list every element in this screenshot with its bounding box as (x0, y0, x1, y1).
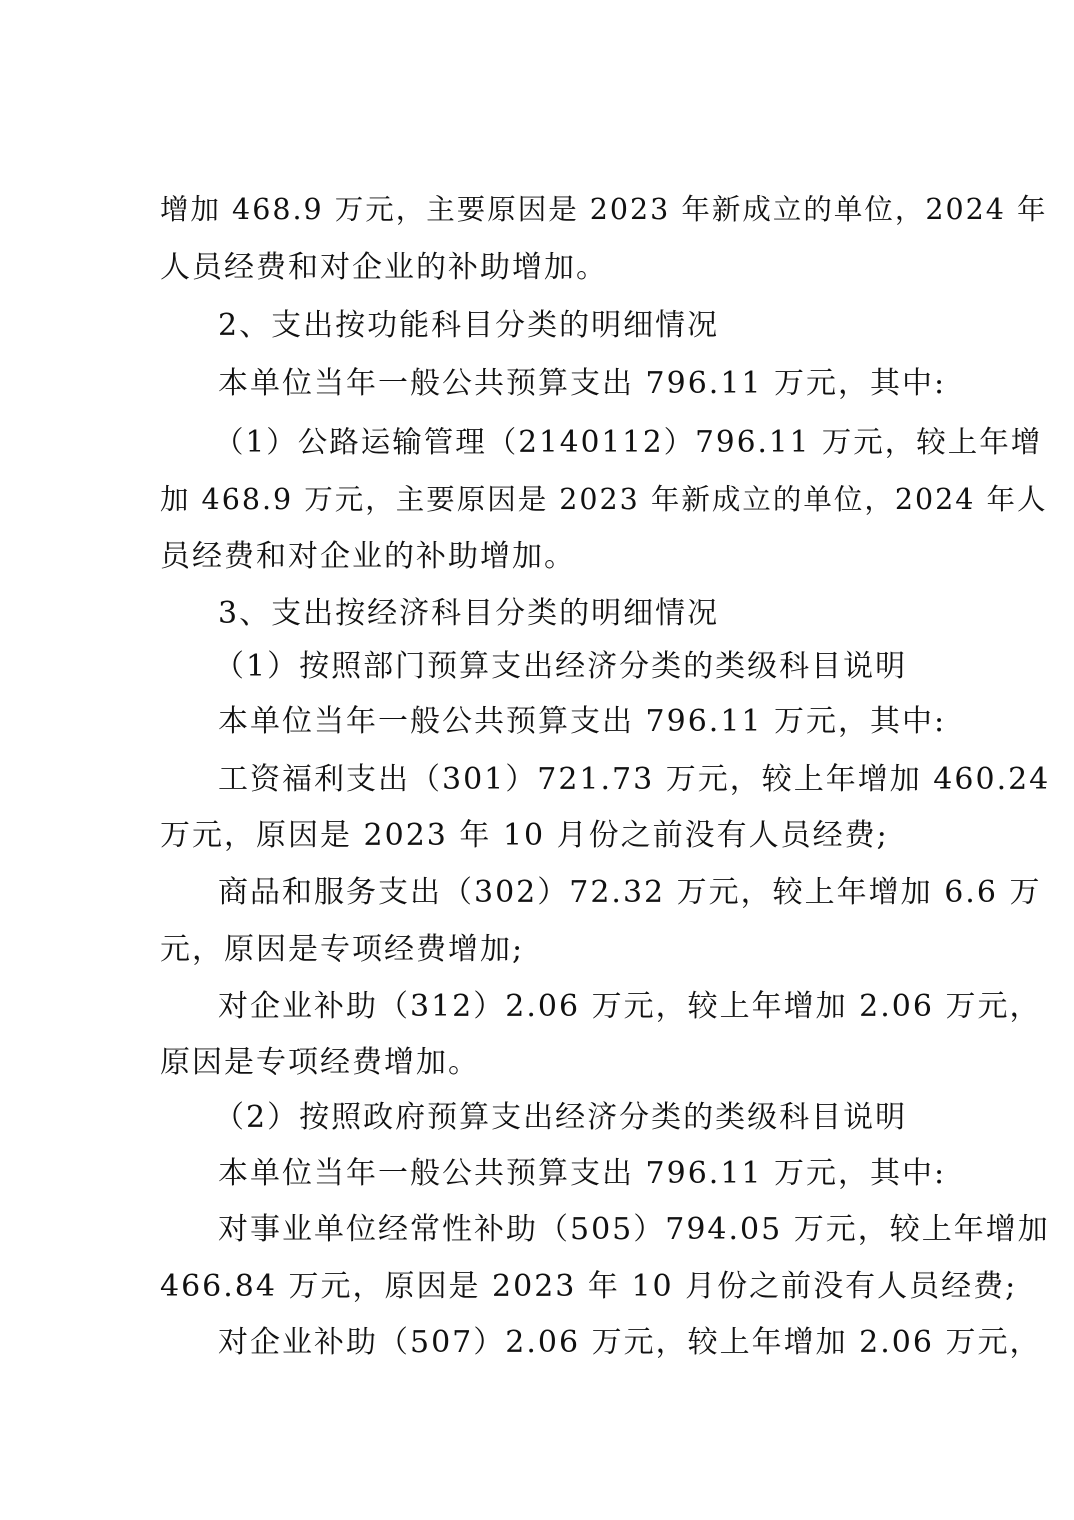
text-line: 本单位当年一般公共预算支出 796.11 万元，其中: (218, 366, 947, 401)
section-heading: 3、支出按经济科目分类的明细情况 (218, 596, 720, 631)
subsection-heading: （2）按照政府预算支出经济分类的类级科目说明 (214, 1100, 908, 1135)
text-line: （1）公路运输管理（2140112）796.11 万元，较上年增 (214, 425, 1043, 459)
text-line: 商品和服务支出（302）72.32 万元，较上年增加 6.6 万 (218, 875, 1042, 910)
text-line: 本单位当年一般公共预算支出 796.11 万元，其中: (218, 704, 947, 739)
text-line: 对企业补助（312）2.06 万元，较上年增加 2.06 万元， (218, 989, 1042, 1024)
section-heading: 2、支出按功能科目分类的明细情况 (218, 308, 720, 343)
text-line: 万元，原因是 2023 年 10 月份之前没有人员经费; (160, 818, 889, 853)
text-line: 员经费和对企业的补助增加。 (160, 539, 576, 574)
text-line: 工资福利支出（301）721.73 万元，较上年增加 460.24 (218, 762, 1051, 797)
text-line: 对事业单位经常性补助（505）794.05 万元，较上年增加 (218, 1212, 1050, 1247)
subsection-heading: （1）按照部门预算支出经济分类的类级科目说明 (214, 649, 908, 684)
text-line: 466.84 万元，原因是 2023 年 10 月份之前没有人员经费; (160, 1269, 1018, 1304)
text-line: 原因是专项经费增加。 (160, 1045, 480, 1080)
text-line: 元，原因是专项经费增加; (160, 932, 525, 967)
text-line: 增加 468.9 万元，主要原因是 2023 年新成立的单位，2024 年 (160, 193, 1048, 226)
text-line: 对企业补助（507）2.06 万元，较上年增加 2.06 万元， (218, 1325, 1042, 1360)
text-line: 人员经费和对企业的补助增加。 (160, 250, 608, 285)
text-line: 本单位当年一般公共预算支出 796.11 万元，其中: (218, 1156, 947, 1191)
text-line: 加 468.9 万元，主要原因是 2023 年新成立的单位，2024 年人 (160, 483, 1048, 516)
